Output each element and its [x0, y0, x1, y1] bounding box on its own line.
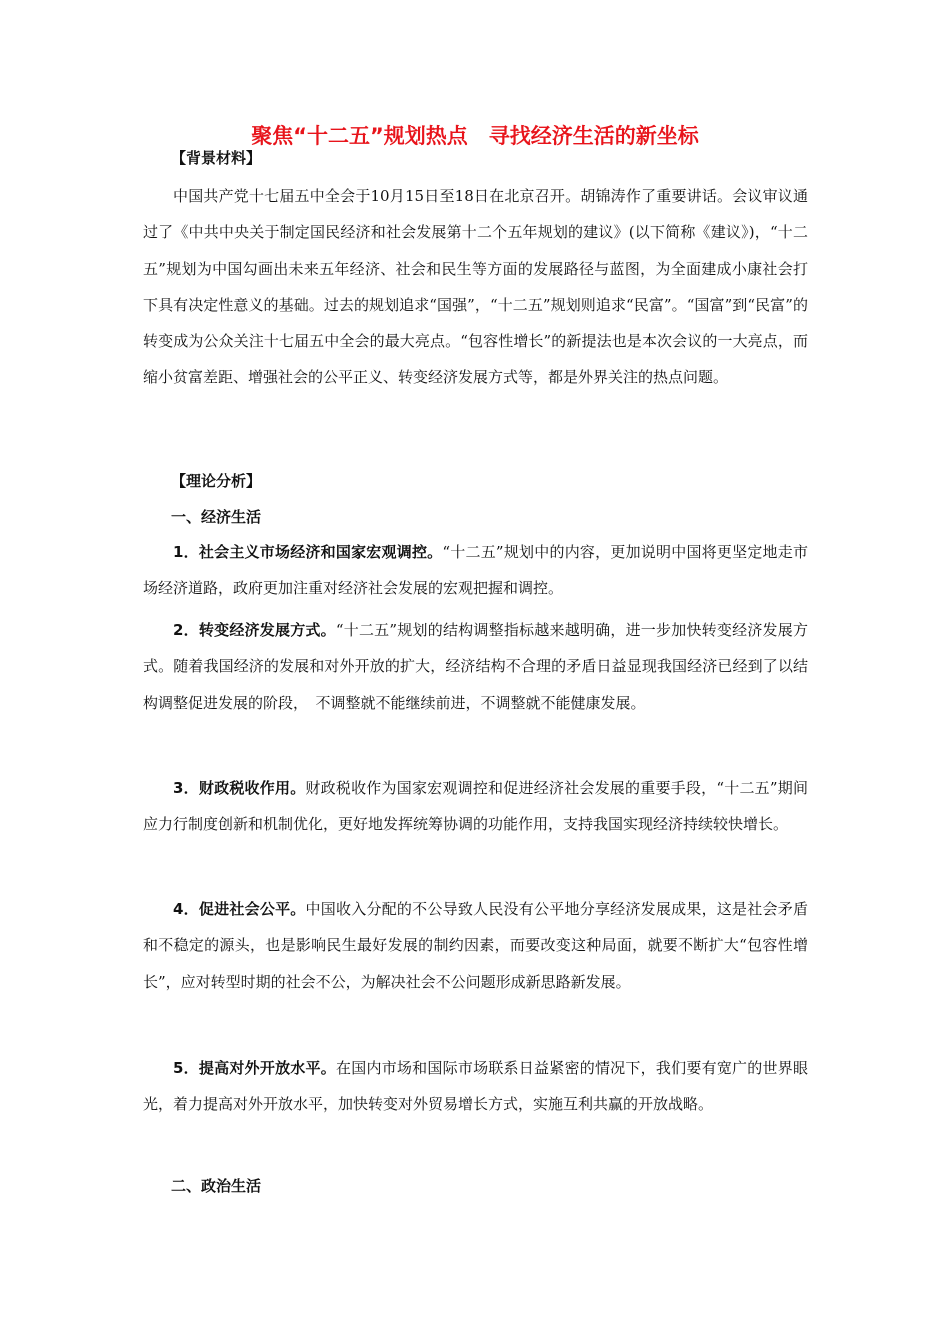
point-paragraph-1	[143, 534, 808, 607]
document-title: 聚焦“十二五”规划热点 寻找经济生活的新坐标	[251, 124, 699, 148]
point-text-4: 中国收入分配的不公导致人民没有公平地分享经济发展成果，这是社会矛盾和不稳定的源头，也是影响民生最好发展的制约因素，而要改变这种局面，就要不断扩大“包容性增长”，应对转型时期的社会不公，为解决社会不公问题形成新思路新发展。	[143, 900, 808, 991]
point-text-1: “十二五”规划中的内容，更加说明中国将更坚定地走市场经济道路，政府更加注重对经济社会发展的宏观把握和调控。	[143, 543, 808, 598]
section-heading-economy: 一、经济生活	[171, 508, 262, 526]
point-label-1: 1．社会主义市场经济和国家宏观调控。	[173, 543, 443, 561]
point-text-5: 在国内市场和国际市场联系日益紧密的情况下，我们要有宽广的世界眼光，着力提高对外开放水平，加快转变对外贸易增长方式，实施互利共赢的开放战略。	[143, 1059, 808, 1114]
point-label-2: 2．转变经济发展方式。	[173, 621, 336, 639]
background-heading: 【背景材料】	[171, 149, 262, 167]
point-label-5: 5．提高对外开放水平。	[173, 1059, 336, 1077]
analysis-heading: 【理论分析】	[171, 472, 262, 490]
point-paragraph-5	[143, 1050, 808, 1123]
point-text-2: “十二五”规划的结构调整指标越来越明确，进一步加快转变经济发展方式。随着我国经济的发展和对外开放的扩大，经济结构不合理的矛盾日益显现我国经济已经到了以结构调整促进发展的阶段， 不调整就不能继续前进，不调整就不能健康发展。	[143, 621, 808, 712]
point-paragraph-4	[143, 891, 808, 1000]
background-paragraph: 中国共产党十七届五中全会于10月15日至18日在北京召开。胡锦涛作了重要讲话。会议审议通过了《中共中央关于制定国民经济和社会发展第十二个五年规划的建议》(以下简称《建议》)，“十二五”规划为中国勾画出未来五年经济、社会和民生等方面的发展路径与蓝图，为全面建成小康社会打下具有决定性意义的基础。过去的规划追求“国强”，“十二五”规划则追求“民富”。“国富”到“民富”的转变成为公众关注十七届五中全会的最大亮点。“包容性增长”的新提法也是本次会议的一大亮点，而缩小贫富差距、增强社会的公平正义、转变经济发展方式等，都是外界关注的热点问题。	[143, 187, 808, 387]
point-paragraph-2	[143, 612, 808, 721]
point-paragraph-3	[143, 770, 808, 843]
section-heading-politics: 二、政治生活	[171, 1177, 262, 1195]
point-label-3: 3．财政税收作用。	[173, 779, 306, 797]
point-text-3: 财政税收作为国家宏观调控和促进经济社会发展的重要手段，“十二五”期间应力行制度创新和机制优化，更好地发挥统筹协调的功能作用，支持我国实现经济持续较快增长。	[143, 779, 808, 834]
point-label-4: 4．促进社会公平。	[173, 900, 306, 918]
